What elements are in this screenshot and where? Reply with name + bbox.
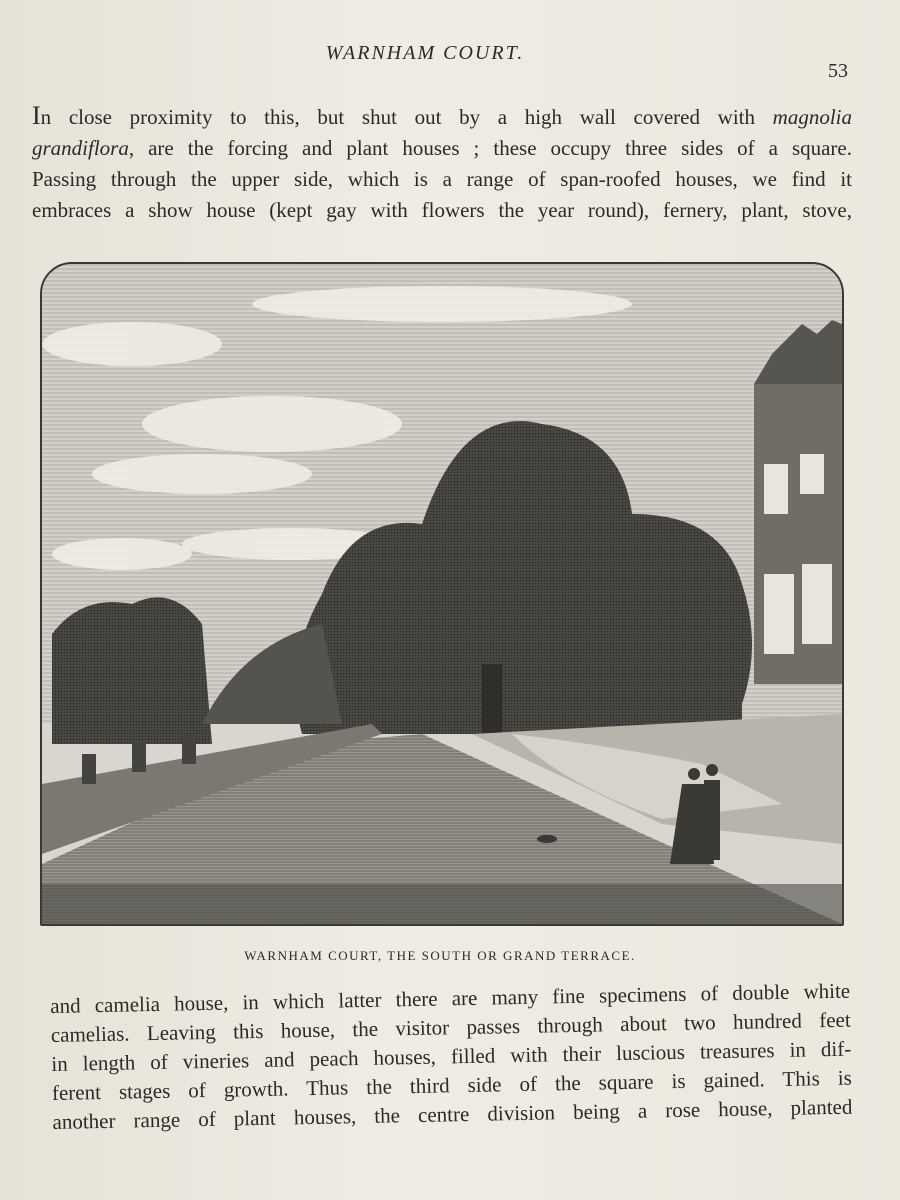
running-title: WARNHAM COURT. xyxy=(325,42,525,64)
text-line: another range of plant houses, the centre division being a rose house, planted xyxy=(52,1094,853,1134)
text-line xyxy=(32,100,852,133)
drop-cap: I xyxy=(32,101,41,130)
text-line: embraces a show house (kept gay with flowers the year round), fernery, plant, stove, xyxy=(32,198,852,222)
text-line: and camelia house, in which latter there are many fine specimens of double white xyxy=(50,978,851,1018)
engraving-terrace-illustration xyxy=(40,262,844,926)
italic-text: grandiflora xyxy=(32,136,129,160)
text-line: camelias. Leaving this house, the visitor passes through about two hundred feet xyxy=(50,1007,851,1047)
engraving-svg xyxy=(42,264,842,924)
text-segment: n close proximity to this, but shut out by a high wall covered with xyxy=(40,105,773,129)
text-line xyxy=(32,133,852,164)
paragraph-bottom xyxy=(50,977,853,1137)
text-segment: , are the forcing and plant houses ; these occupy three sides of a square. xyxy=(128,136,852,160)
text-line: Passing through the upper side, which is a range of span-roofed houses, we find it xyxy=(32,167,852,191)
paragraph-top xyxy=(32,100,852,226)
text-line: ferent stages of growth. Thus the third side of the square is gained. This is xyxy=(51,1065,853,1105)
illustration-caption: WARNHAM COURT, THE SOUTH OR GRAND TERRACE. xyxy=(244,948,636,963)
text-line: in length of vineries and peach houses, filled with their luscious treasures in dif- xyxy=(51,1036,852,1076)
page-number: 53 xyxy=(828,60,848,82)
italic-text: magnolia xyxy=(772,105,852,129)
